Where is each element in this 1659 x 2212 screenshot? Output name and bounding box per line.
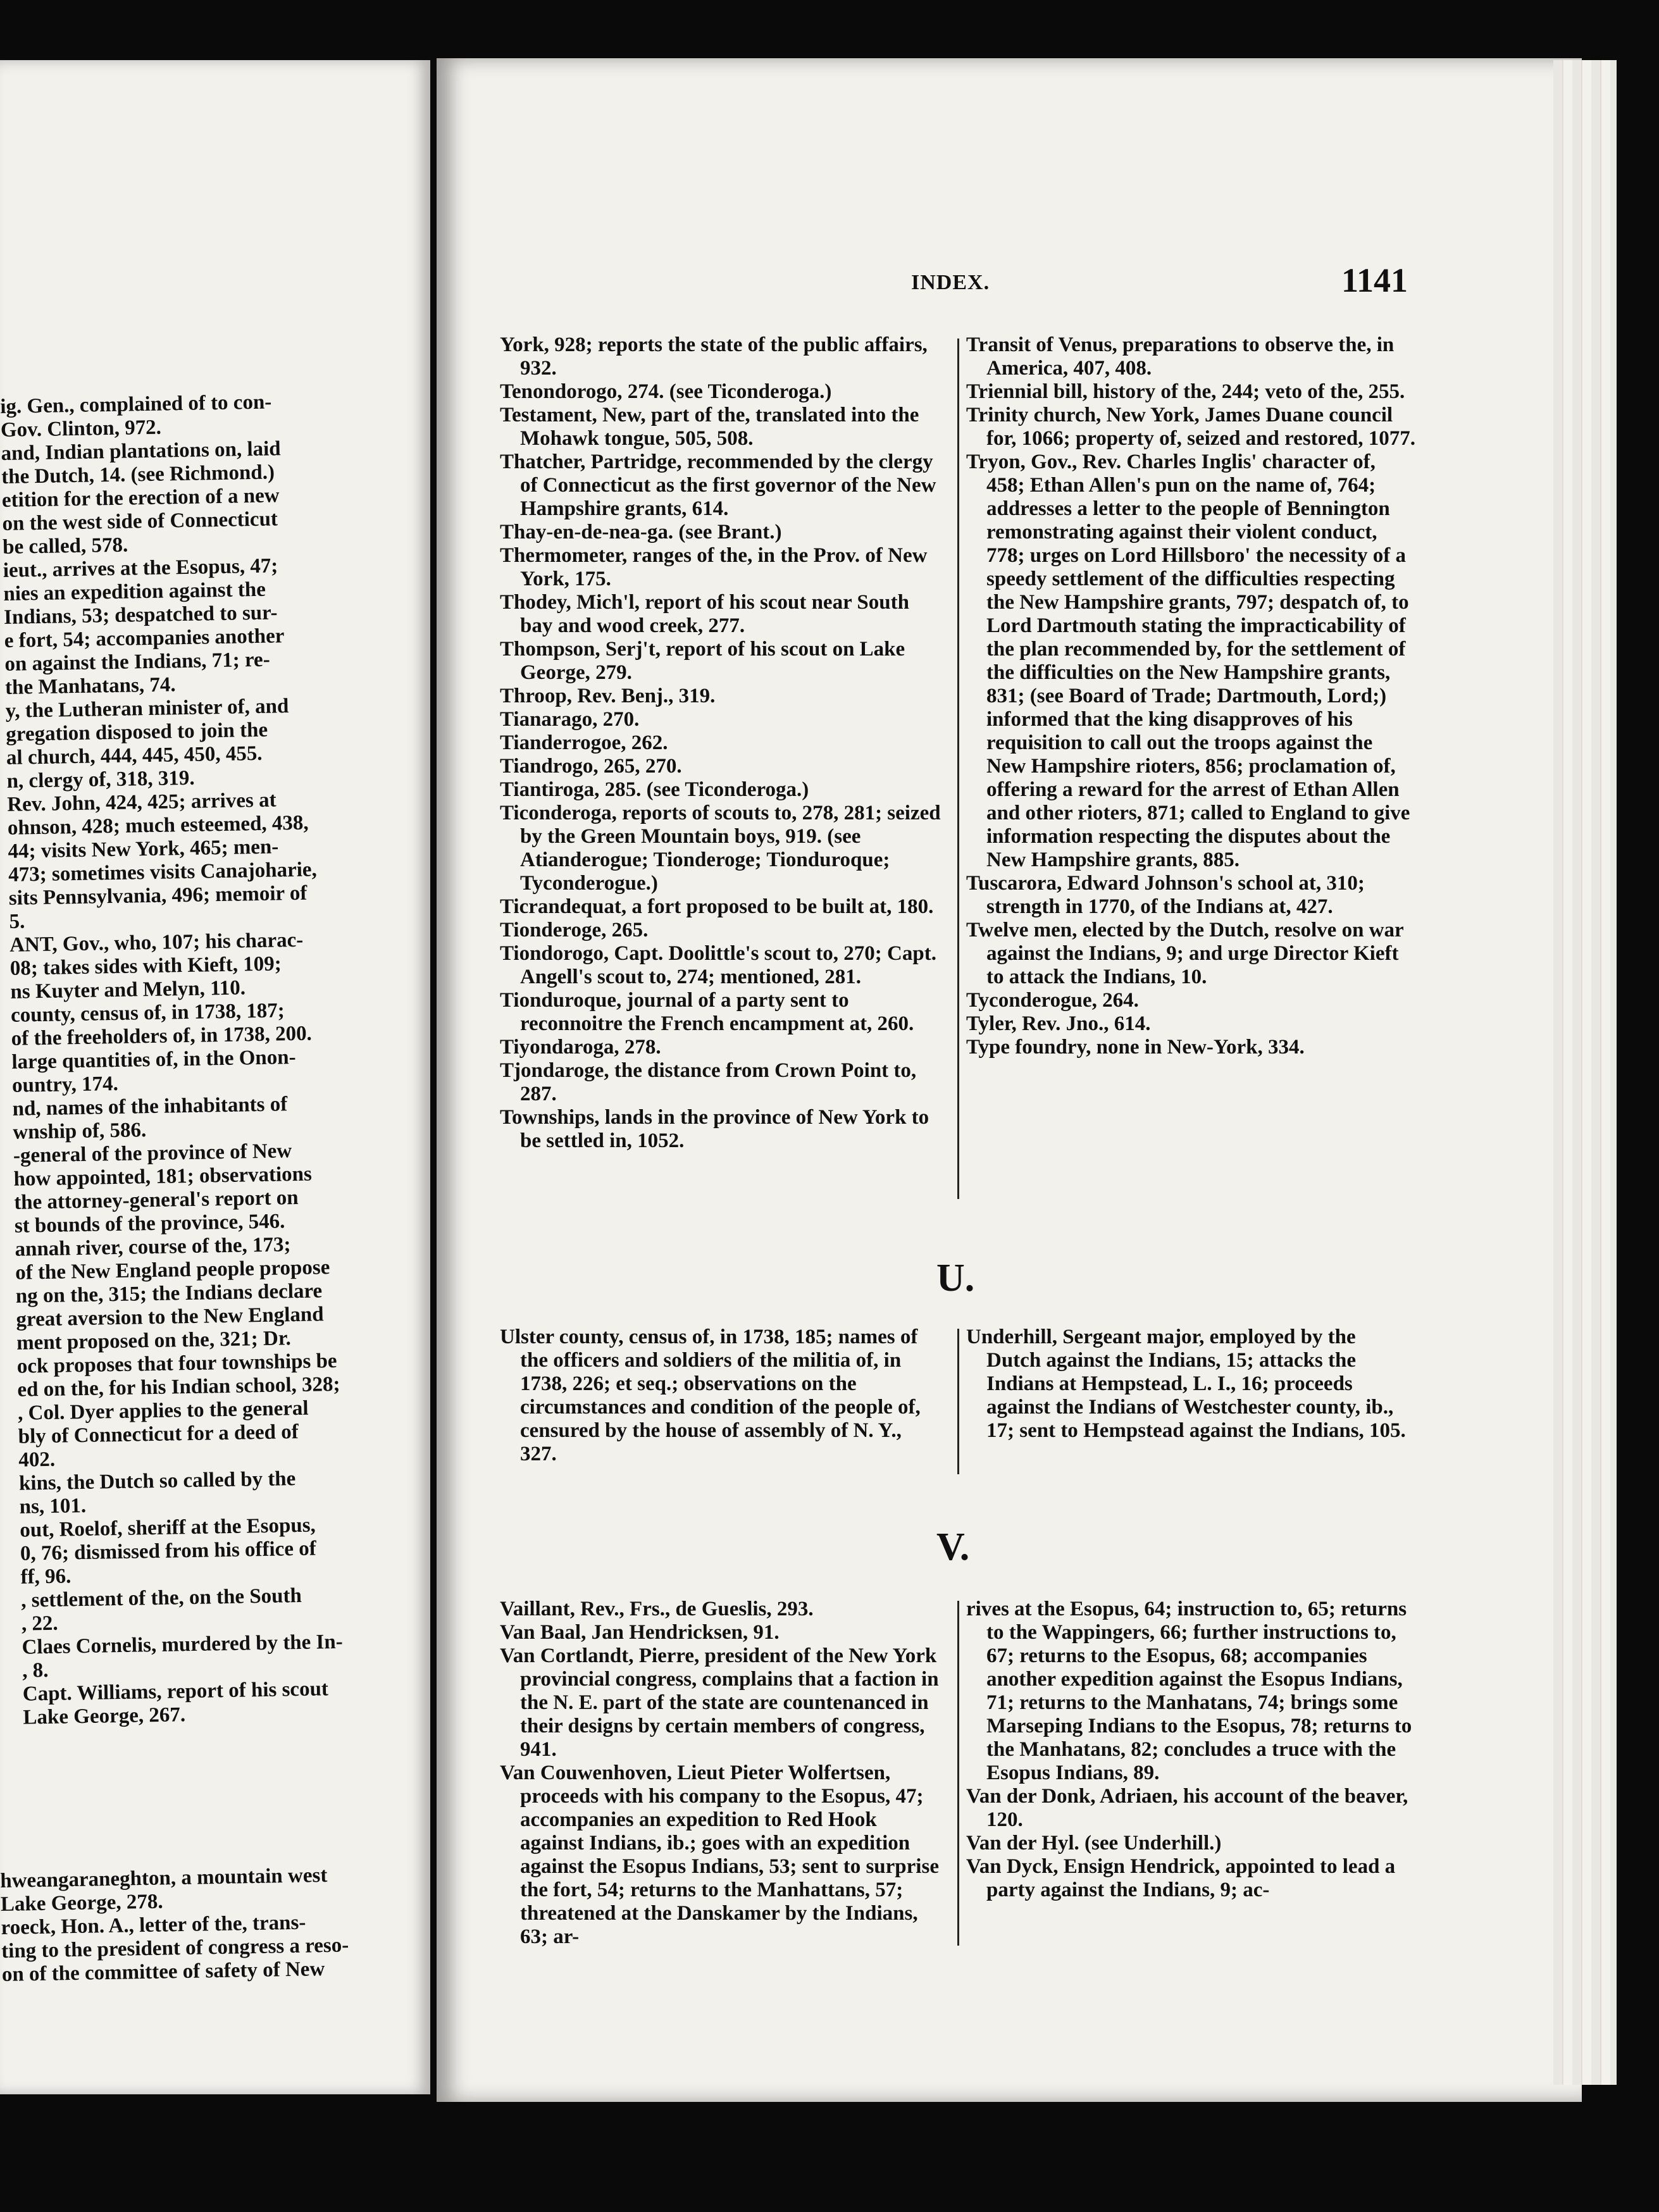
v-section-column-2: [966, 1598, 1415, 1902]
index-entry: Ticrandequat, a fort proposed to be built at, 180.: [500, 895, 934, 918]
fragment-line: ock proposes that four townships be: [16, 1349, 337, 1378]
index-entry: Testament, New, part of the, translated into the Mohawk tongue, 505, 508.: [500, 404, 919, 450]
index-entry: Tiandrogo, 265, 270.: [500, 755, 682, 778]
index-entry: rives at the Esopus, 64; instruction to, 65; returns to the Wappingers, 66; further instructions to, 67; returns to the Esopus, 68; accompanies another expedition against the Esopus Indians, 71; returns to the Manhatans, 74; brings some Marseping Indians to the Esopus, 78; returns to the Manhatans, 82; concludes a truce with the Esopus Indians, 89.: [966, 1598, 1412, 1784]
fragment-line: , Col. Dyer applies to the general: [17, 1396, 309, 1425]
index-entry: Ticonderoga, reports of scouts to, 278, 281; seized by the Green Mountain boys, 919. (see Atianderogue; Tionderoge; Tionduroque; Tyconderogue.): [500, 802, 941, 895]
index-entry: Tiondorogo, Capt. Doolittle's scout to, 270; Capt. Angell's scout to, 274; mentioned, 281.: [500, 942, 936, 988]
fragment-line: Gov. Clinton, 972.: [0, 416, 162, 442]
index-entry: Tjondaroge, the distance from Crown Point to, 287.: [500, 1059, 917, 1105]
index-entry: Thodey, Mich'l, report of his scout near South bay and wood creek, 277.: [500, 591, 909, 637]
fragment-line: be called, 578.: [2, 533, 128, 559]
fragment-line: ig. Gen., complained of to con-: [0, 390, 272, 418]
fragment-line: y, the Lutheran minister of, and: [5, 695, 289, 723]
fragment-line: 402.: [18, 1448, 56, 1472]
fragment-line: ountry, 174.: [11, 1072, 119, 1097]
fragment-line: bly of Connecticut for a deed of: [18, 1420, 299, 1448]
fragment-line: Lake George, 278.: [0, 1890, 163, 1916]
index-entry: Transit of Venus, preparations to observe the, in America, 407, 408.: [966, 333, 1395, 380]
fragment-line: e fort, 54; accompanies another: [4, 624, 285, 652]
fragment-line: ANT, Gov., who, 107; his charac-: [9, 928, 304, 957]
section-letter-v: V.: [936, 1525, 970, 1569]
fragment-line: 0, 76; dismissed from his office of: [20, 1537, 316, 1565]
fragment-line: 473; sometimes visits Canajoharie,: [8, 858, 318, 886]
index-entry: Underhill, Sergeant major, employed by the Dutch against the Indians, 15; attacks the Indians at Hempstead, L. I., 16; proceeds against the Indians of Westchester county, ib., 17; sent to Hempstead against the Indians, 105.: [966, 1326, 1406, 1442]
fragment-line: ment proposed on the, 321; Dr.: [16, 1327, 292, 1355]
fragment-line: ohnson, 428; much esteemed, 438,: [7, 811, 309, 840]
index-entry: Tionderoge, 265.: [500, 919, 649, 941]
fragment-line: ieut., arrives at the Esopus, 47;: [3, 554, 278, 582]
fragment-line: ting to the president of congress a reso-: [1, 1934, 349, 1963]
column-divider: [957, 1601, 959, 1946]
fragment-line: out, Roelof, sheriff at the Esopus,: [19, 1513, 316, 1542]
index-entry: York, 928; reports the state of the public affairs, 932.: [500, 333, 928, 380]
fragment-line: ff, 96.: [20, 1565, 71, 1589]
fragment-line: , settlement of the, on the South: [20, 1584, 302, 1612]
fragment-line: the Dutch, 14. (see Richmond.): [1, 461, 275, 488]
index-entry: Tryon, Gov., Rev. Charles Inglis' character of, 458; Ethan Allen's pun on the name of, 764; addresses a letter to the people of Bennington remonstrating against their violent conduct, 778; urges on Lord Hillsboro' the necessity of a speedy settlement of the difficulties respecting the New Hampshire grants, 797; despatch of, to Lord Dartmouth stating the impracticability of the plan recommended by, for the settlement of the difficulties on the New Hampshire grants, 831; (see Board of Trade; Dartmouth, Lord;) informed that the king disapproves of his requisition to call out the troops against the New Hampshire rioters, 856; proclamation of, offering a reward for the arrest of Ethan Allen and other rioters, 871; called to England to give information respecting the disputes about the New Hampshire grants, 885.: [966, 450, 1410, 871]
fragment-line: ns, 101.: [19, 1494, 87, 1519]
u-section-column-1: [500, 1326, 943, 1466]
fragment-line: -general of the province of New: [13, 1140, 292, 1167]
index-entry: Van Couwenhoven, Lieut Pieter Wolfertsen, proceeds with his company to the Esopus, 47; accompanies an expedition to Red Hook against Indians, ib.; goes with an expedition against the Esopus Indians, 53; sent to surprise the fort, 54; returns to the Manhattans, 57; threatened at the Danskamer by the Indians, 63; ar-: [500, 1762, 939, 1948]
index-entry: Tyconderogue, 264.: [966, 989, 1139, 1012]
fragment-line: roeck, Hon. A., letter of the, trans-: [1, 1911, 306, 1939]
fragment-line: al church, 444, 445, 450, 455.: [6, 742, 263, 769]
fragment-line: the Manhatans, 74.: [4, 673, 176, 699]
index-entry: Van Cortlandt, Pierre, president of the New York provincial congress, complains that a faction in the N. E. part of the state are countenanced in their designs by certain members of congress, 941.: [500, 1644, 939, 1761]
page-edges: [1553, 60, 1617, 2085]
index-entry: Ulster county, census of, in 1738, 185; names of the officers and soldiers of the militia of, in 1738, 226; et seq.; observations on the circumstances and condition of the people of, censured by the house of assembly of N. Y., 327.: [500, 1326, 921, 1465]
fragment-line: on against the Indians, 71; re-: [4, 648, 270, 676]
index-entry: Thermometer, ranges of the, in the Prov. of New York, 175.: [500, 544, 928, 590]
index-entry: Van der Hyl. (see Underhill.): [966, 1832, 1222, 1855]
fragment-line: on the west side of Connecticut: [2, 507, 278, 535]
fragment-line: of the New England people propose: [15, 1256, 330, 1284]
index-entry: Townships, lands in the province of New York to be settled in, 1052.: [500, 1106, 929, 1152]
fragment-line: n, clergy of, 318, 319.: [6, 766, 195, 793]
index-entry: Tenondorogo, 274. (see Ticonderoga.): [500, 380, 832, 403]
fragment-line: how appointed, 181; observations: [13, 1162, 313, 1191]
fragment-line: great aversion to the New England: [16, 1303, 324, 1331]
section-letter-u: U.: [936, 1257, 975, 1300]
left-page-text-fragment-bottom: [0, 1863, 375, 1987]
index-entry: Tianderrogoe, 262.: [500, 731, 668, 754]
index-entry: Thatcher, Partridge, recommended by the clergy of Connecticut as the first governor of the New Hampshire grants, 614.: [500, 450, 936, 520]
fragment-line: on of the committee of safety of New: [1, 1958, 325, 1986]
page-number: 1141: [1341, 261, 1408, 299]
fragment-line: ed on the, for his Indian school, 328;: [17, 1372, 340, 1401]
index-entry: Triennial bill, history of the, 244; veto of the, 255.: [966, 380, 1405, 403]
fragment-line: , 22.: [21, 1612, 58, 1636]
left-page: [0, 60, 430, 2094]
fragment-line: wnship of, 586.: [13, 1119, 147, 1144]
fragment-line: 08; takes sides with Kieft, 109;: [9, 952, 282, 980]
index-entry: Thompson, Serj't, report of his scout on Lake George, 279.: [500, 638, 905, 684]
fragment-line: 5.: [9, 910, 25, 933]
fragment-line: of the freeholders of, in 1738, 200.: [11, 1022, 313, 1050]
index-entry: Tiyondaroga, 278.: [500, 1036, 661, 1059]
index-entry: Vaillant, Rev., Frs., de Gueslis, 293.: [500, 1598, 814, 1620]
fragment-line: county, census of, in 1738, 187;: [10, 999, 285, 1027]
column-divider: [957, 339, 959, 1199]
index-entry: Twelve men, elected by the Dutch, resolve on war against the Indians, 9; and urge Director Kieft to attack the Indians, 10.: [966, 919, 1404, 988]
v-section-column-1: [500, 1598, 943, 1949]
fragment-line: Lake George, 267.: [23, 1703, 186, 1729]
index-entry: Tyler, Rev. Jno., 614.: [966, 1012, 1151, 1035]
t-section-column-1: [500, 333, 943, 1153]
fragment-line: Indians, 53; despatched to sur-: [3, 601, 278, 629]
column-divider: [957, 1329, 959, 1474]
fragment-line: gregation disposed to join the: [6, 718, 268, 746]
index-entry: Tianarago, 270.: [500, 708, 640, 731]
fragment-line: large quantities of, in the Onon-: [11, 1046, 296, 1074]
running-header: INDEX.: [911, 271, 990, 294]
fragment-line: the attorney-general's report on: [13, 1186, 299, 1214]
index-entry: Tuscarora, Edward Johnson's school at, 310; strength in 1770, of the Indians at, 427.: [966, 872, 1365, 918]
fragment-line: 44; visits New York, 465; men-: [8, 835, 279, 863]
fragment-line: st bounds of the province, 546.: [14, 1210, 285, 1238]
fragment-line: nies an expedition against the: [3, 578, 266, 606]
u-section-column-2: [966, 1326, 1415, 1443]
left-page-text-fragment: [0, 389, 397, 1730]
index-entry: Throop, Rev. Benj., 319.: [500, 685, 716, 707]
fragment-line: ng on the, 315; the Indians declare: [15, 1279, 323, 1308]
fragment-line: , 8.: [22, 1658, 49, 1682]
index-entry: Van Dyck, Ensign Hendrick, appointed to lead a party against the Indians, 9; ac-: [966, 1855, 1396, 1901]
t-section-column-2: [966, 333, 1415, 1059]
fragment-line: Claes Cornelis, murdered by the In-: [22, 1630, 343, 1659]
fragment-line: and, Indian plantations on, laid: [1, 437, 281, 465]
fragment-line: annah river, course of the, 173;: [15, 1233, 291, 1261]
fragment-line: kins, the Dutch so called by the: [18, 1467, 296, 1495]
fragment-line: etition for the erection of a new: [1, 484, 280, 512]
fragment-line: hweangaraneghton, a mountain west: [0, 1863, 328, 1892]
fragment-line: nd, names of the inhabitants of: [12, 1093, 288, 1121]
index-entry: Tionduroque, journal of a party sent to reconnoitre the French encampment at, 260.: [500, 989, 914, 1035]
index-entry: Van Baal, Jan Hendricksen, 91.: [500, 1621, 780, 1644]
fragment-line: Rev. John, 424, 425; arrives at: [6, 788, 276, 816]
index-entry: Van der Donk, Adriaen, his account of the beaver, 120.: [966, 1785, 1408, 1831]
fragment-line: Capt. Williams, report of his scout: [22, 1677, 329, 1706]
index-entry: Tiantiroga, 285. (see Ticonderoga.): [500, 778, 809, 801]
index-entry: Thay-en-de-nea-ga. (see Brant.): [500, 521, 782, 544]
fragment-line: ns Kuyter and Melyn, 110.: [10, 976, 246, 1003]
index-entry: Type foundry, none in New-York, 334.: [966, 1036, 1305, 1059]
fragment-line: sits Pennsylvania, 496; memoir of: [8, 881, 308, 910]
index-entry: Trinity church, New York, James Duane council for, 1066; property of, seized and restored, 1077.: [966, 404, 1415, 450]
